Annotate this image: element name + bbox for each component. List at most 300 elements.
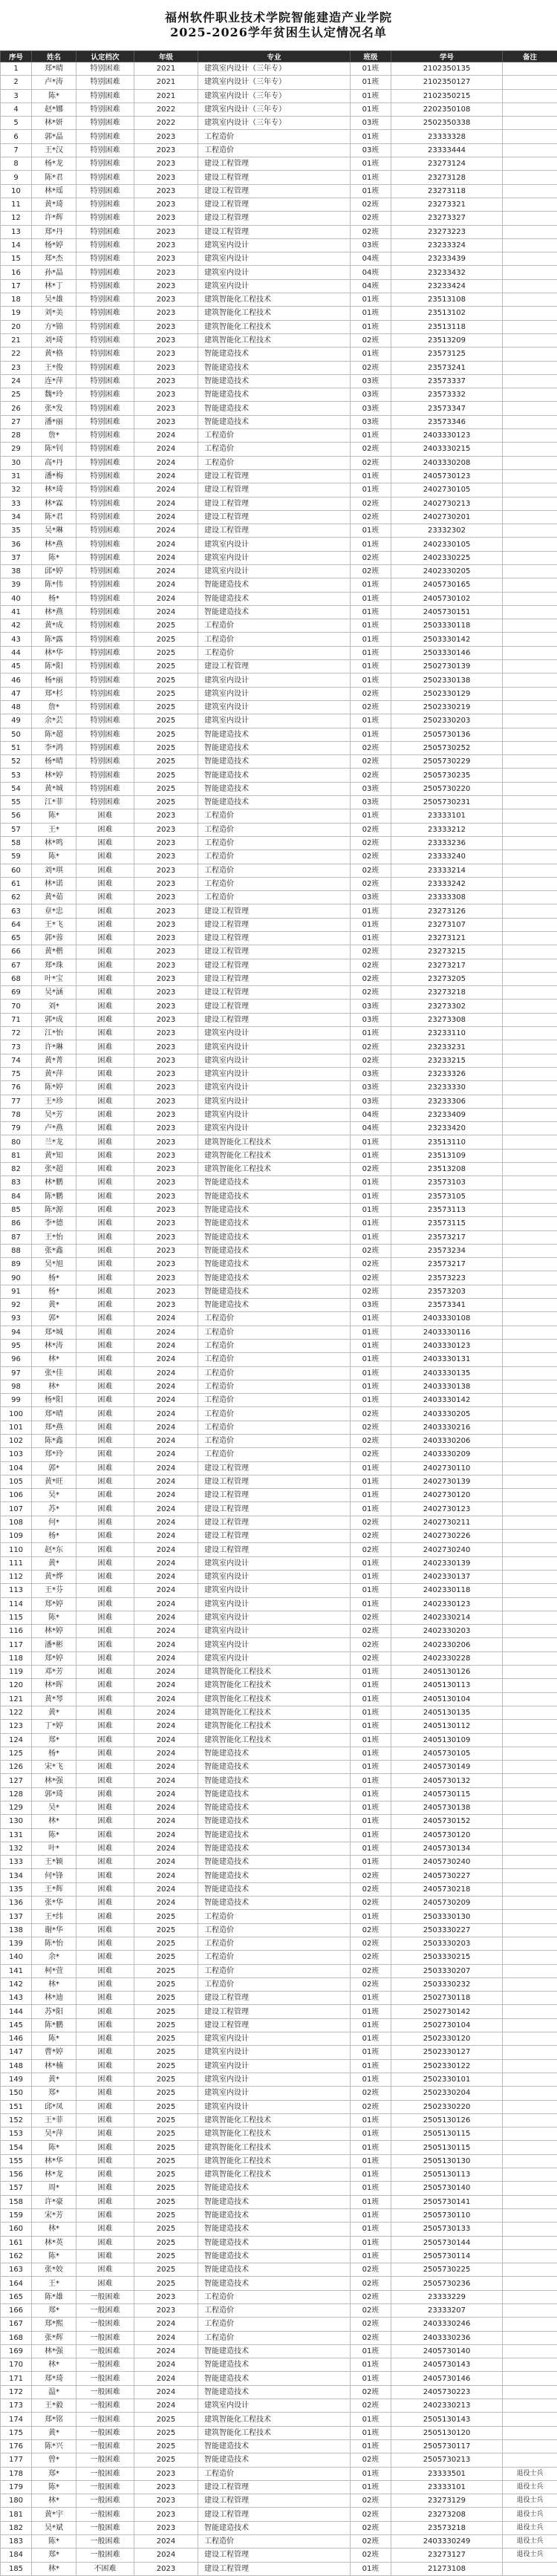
cell-index: 60 [1, 864, 32, 877]
cell-index: 99 [1, 1394, 32, 1407]
cell-major: 智能建造技术 [198, 1869, 351, 1882]
cell-student-id: 23573241 [391, 361, 503, 374]
cell-class: 01班 [351, 1394, 391, 1407]
cell-grade: 2024 [134, 2318, 198, 2331]
cell-grade: 2024 [134, 1448, 198, 1461]
cell-major: 智能建造技术 [198, 1828, 351, 1842]
cell-index: 159 [1, 2208, 32, 2222]
table-row [1, 2413, 557, 2426]
cell-index: 55 [1, 796, 32, 809]
cell-name: 李*德 [32, 1217, 76, 1230]
cell-major: 智能建造技术 [198, 2223, 351, 2236]
cell-grade: 2023 [134, 1000, 198, 1013]
cell-grade: 2024 [134, 592, 198, 605]
cell-grade: 2024 [134, 2549, 198, 2562]
cell-grade: 2023 [134, 1176, 198, 1190]
cell-class: 02班 [351, 986, 391, 1000]
table-row [1, 1203, 557, 1216]
cell-level: 特别困难 [76, 741, 134, 754]
cell-remark [503, 2358, 557, 2372]
cell-index: 11 [1, 198, 32, 211]
cell-remark [503, 1095, 557, 1108]
cell-index: 126 [1, 1761, 32, 1774]
cell-level: 特别困难 [76, 769, 134, 782]
cell-remark [503, 443, 557, 456]
cell-student-id: 2502730142 [391, 2005, 503, 2018]
cell-index: 12 [1, 212, 32, 225]
cell-name: 黄*琴 [32, 1692, 76, 1706]
cell-index: 68 [1, 972, 32, 985]
cell-remark [503, 2439, 557, 2453]
cell-name: 林*婷 [32, 1625, 76, 1638]
cell-major: 建设工程管理 [198, 171, 351, 184]
cell-name: 张*发 [32, 402, 76, 415]
cell-student-id: 23332302 [391, 524, 503, 538]
cell-name: 吴*雄 [32, 293, 76, 307]
cell-remark [503, 1543, 557, 1556]
cell-major: 智能建造技术 [198, 2195, 351, 2208]
cell-name: 黄* [32, 1706, 76, 1719]
cell-name: 林* [32, 2223, 76, 2236]
cell-name: 林*强 [32, 2344, 76, 2358]
cell-major: 建设工程管理 [198, 1461, 351, 1475]
table-row [1, 2521, 557, 2534]
cell-name: 潘*梅 [32, 469, 76, 483]
cell-student-id: 2505130143 [391, 2413, 503, 2426]
cell-index: 28 [1, 429, 32, 443]
cell-name: 林* [32, 1815, 76, 1828]
cell-class: 01班 [351, 2208, 391, 2222]
cell-level: 困难 [76, 1787, 134, 1801]
cell-class: 01班 [351, 646, 391, 659]
cell-class: 02班 [351, 836, 391, 850]
cell-level: 困难 [76, 1027, 134, 1040]
cell-major: 建筑室内设计 [198, 2399, 351, 2413]
cell-remark [503, 1489, 557, 1502]
cell-grade: 2025 [134, 2113, 198, 2127]
cell-major: 智能建造技术 [198, 388, 351, 402]
cell-index: 87 [1, 1230, 32, 1244]
cell-index: 174 [1, 2413, 32, 2426]
table-row [1, 2195, 557, 2208]
cell-name: 黄*成 [32, 619, 76, 633]
cell-name: 王*怡 [32, 1230, 76, 1244]
cell-major: 工程造价 [198, 1421, 351, 1434]
cell-major: 建筑室内设计 [198, 687, 351, 700]
cell-grade: 2023 [134, 1135, 198, 1149]
cell-level: 特别困难 [76, 633, 134, 646]
cell-name: 魏*玲 [32, 388, 76, 402]
cell-index: 25 [1, 388, 32, 402]
cell-level: 一般困难 [76, 2413, 134, 2426]
cell-remark [503, 1122, 557, 1135]
cell-name: 曾* [32, 2453, 76, 2467]
cell-level: 特别困难 [76, 619, 134, 633]
cell-major: 建筑智能化工程技术 [198, 2413, 351, 2426]
cell-remark [503, 1787, 557, 1801]
cell-class: 01班 [351, 538, 391, 551]
cell-student-id: 2503330232 [391, 1977, 503, 1991]
cell-remark [503, 646, 557, 659]
cell-index: 40 [1, 592, 32, 605]
cell-student-id: 2402330139 [391, 1556, 503, 1570]
table-row [1, 1706, 557, 1719]
cell-class: 02班 [351, 443, 391, 456]
cell-student-id: 23333444 [391, 143, 503, 157]
cell-level: 困难 [76, 1434, 134, 1447]
cell-major: 建设工程管理 [198, 972, 351, 985]
cell-index: 89 [1, 1258, 32, 1271]
cell-remark [503, 619, 557, 633]
cell-remark [503, 1000, 557, 1013]
cell-grade: 2025 [134, 2073, 198, 2086]
cell-class: 02班 [351, 2494, 391, 2508]
cell-level: 困难 [76, 1163, 134, 1176]
table-row [1, 238, 557, 252]
cell-level: 困难 [76, 1869, 134, 1882]
cell-name: 吴*芳 [32, 1108, 76, 1121]
cell-level: 困难 [76, 2277, 134, 2290]
cell-index: 47 [1, 687, 32, 700]
cell-level: 特别困难 [76, 564, 134, 578]
cell-level: 困难 [76, 1013, 134, 1026]
cell-grade: 2023 [134, 809, 198, 823]
cell-index: 57 [1, 823, 32, 836]
cell-class: 02班 [351, 1937, 391, 1950]
cell-grade: 2025 [134, 2263, 198, 2277]
cell-name: 陈*怡 [32, 1937, 76, 1950]
cell-student-id: 2405730149 [391, 1761, 503, 1774]
cell-grade: 2025 [134, 2277, 198, 2290]
cell-index: 106 [1, 1489, 32, 1502]
cell-major: 智能建造技术 [198, 2263, 351, 2277]
cell-index: 185 [1, 2562, 32, 2575]
cell-remark [503, 1638, 557, 1651]
cell-grade: 2024 [134, 443, 198, 456]
cell-name: 陈* [32, 2535, 76, 2549]
cell-name: 方*锦 [32, 320, 76, 333]
cell-remark [503, 1040, 557, 1054]
table-row [1, 1040, 557, 1054]
table-row [1, 1992, 557, 2005]
cell-name: 陈*露 [32, 633, 76, 646]
cell-remark [503, 1801, 557, 1815]
cell-name: 吴*斌 [32, 2521, 76, 2534]
cell-index: 14 [1, 238, 32, 252]
cell-name: 张*姣 [32, 2263, 76, 2277]
table-row [1, 1964, 557, 1977]
cell-remark [503, 469, 557, 483]
cell-name: 詹* [32, 429, 76, 443]
cell-major: 智能建造技术 [198, 415, 351, 428]
cell-major: 智能建造技术 [198, 361, 351, 374]
cell-name: 郑*燕 [32, 1421, 76, 1434]
table-row [1, 524, 557, 538]
cell-index: 151 [1, 2100, 32, 2113]
cell-major: 智能建造技术 [198, 348, 351, 361]
table-row [1, 1666, 557, 1679]
cell-remark [503, 1937, 557, 1950]
cell-grade: 2025 [134, 796, 198, 809]
cell-grade: 2024 [134, 1326, 198, 1339]
cell-student-id: 2405730218 [391, 1882, 503, 1896]
cell-grade: 2023 [134, 320, 198, 333]
cell-remark [503, 2385, 557, 2399]
cell-grade: 2023 [134, 945, 198, 959]
cell-student-id: 23333101 [391, 809, 503, 823]
cell-major: 工程造价 [198, 1312, 351, 1326]
cell-index: 156 [1, 2168, 32, 2182]
cell-name: 王*纬 [32, 1910, 76, 1923]
table-row [1, 1597, 557, 1611]
cell-remark [503, 2318, 557, 2331]
cell-major: 智能建造技术 [198, 1774, 351, 1787]
cell-major: 建筑室内设计 [198, 1625, 351, 1638]
cell-grade: 2023 [134, 1258, 198, 1271]
cell-grade: 2024 [134, 551, 198, 564]
table-row [1, 1733, 557, 1747]
table-row [1, 1312, 557, 1326]
cell-grade: 2023 [134, 1027, 198, 1040]
table-row [1, 592, 557, 605]
cell-class: 02班 [351, 1448, 391, 1461]
table-row [1, 1828, 557, 1842]
cell-major: 建设工程管理 [198, 198, 351, 211]
cell-remark [503, 2399, 557, 2413]
cell-class: 01班 [351, 157, 391, 171]
cell-index: 155 [1, 2154, 32, 2168]
cell-grade: 2023 [134, 2508, 198, 2521]
cell-index: 123 [1, 1720, 32, 1733]
cell-student-id: 2505130113 [391, 2168, 503, 2182]
cell-name: 林*婷 [32, 769, 76, 782]
table-row [1, 1869, 557, 1882]
cell-remark [503, 374, 557, 388]
cell-remark [503, 538, 557, 551]
cell-level: 困难 [76, 1964, 134, 1977]
cell-level: 困难 [76, 1556, 134, 1570]
cell-student-id: 23573218 [391, 2521, 503, 2534]
cell-remark [503, 1882, 557, 1896]
cell-index: 169 [1, 2344, 32, 2358]
cell-class: 03班 [351, 1067, 391, 1080]
cell-name: 王*毅 [32, 2399, 76, 2413]
cell-class: 02班 [351, 1625, 391, 1638]
cell-student-id: 23513118 [391, 320, 503, 333]
table-row [1, 402, 557, 415]
cell-student-id: 2405730209 [391, 1897, 503, 1910]
cell-student-id: 23513209 [391, 333, 503, 347]
cell-student-id: 23573332 [391, 388, 503, 402]
cell-level: 特别困难 [76, 143, 134, 157]
cell-student-id: 23573341 [391, 1299, 503, 1312]
cell-level: 特别困难 [76, 266, 134, 279]
cell-name: 邱*婷 [32, 564, 76, 578]
cell-name: 苏* [32, 1502, 76, 1516]
table-row [1, 1000, 557, 1013]
cell-remark [503, 1733, 557, 1747]
cell-remark [503, 348, 557, 361]
cell-name: 刘*琪 [32, 864, 76, 877]
cell-index: 27 [1, 415, 32, 428]
cell-major: 智能建造技术 [198, 374, 351, 388]
cell-student-id: 2405130104 [391, 1692, 503, 1706]
cell-level: 困难 [76, 1747, 134, 1760]
cell-name: 杨*阳 [32, 1394, 76, 1407]
col-header-major: 专业 [198, 51, 351, 62]
cell-major: 建筑室内设计 [198, 1651, 351, 1665]
table-row [1, 1095, 557, 1108]
cell-class: 02班 [351, 2385, 391, 2399]
cell-student-id: 2505730110 [391, 2208, 503, 2222]
cell-class: 02班 [351, 2100, 391, 2113]
cell-index: 148 [1, 2059, 32, 2073]
cell-class: 02班 [351, 2277, 391, 2290]
cell-level: 特别困难 [76, 646, 134, 659]
cell-class: 01班 [351, 2439, 391, 2453]
cell-level: 困难 [76, 1271, 134, 1285]
table-body [1, 62, 557, 2576]
cell-level: 特别困难 [76, 510, 134, 524]
table-row [1, 1625, 557, 1638]
cell-class: 02班 [351, 2549, 391, 2562]
cell-student-id: 23573234 [391, 1244, 503, 1257]
cell-class: 03班 [351, 891, 391, 904]
cell-name: 陈*阳 [32, 660, 76, 674]
cell-class: 04班 [351, 266, 391, 279]
cell-student-id: 23573125 [391, 348, 503, 361]
cell-student-id: 2505730114 [391, 2249, 503, 2263]
cell-grade: 2024 [134, 1475, 198, 1488]
cell-class: 02班 [351, 1163, 391, 1176]
cell-major: 建筑智能化工程技术 [198, 307, 351, 320]
cell-remark [503, 932, 557, 945]
col-header-level: 认定档次 [76, 51, 134, 62]
cell-major: 建筑室内设计 [198, 279, 351, 293]
cell-name: 叶*宝 [32, 972, 76, 985]
cell-class: 02班 [351, 1285, 391, 1298]
cell-index: 137 [1, 1910, 32, 1923]
cell-index: 163 [1, 2263, 32, 2277]
cell-student-id: 2102350127 [391, 76, 503, 89]
cell-level: 困难 [76, 2087, 134, 2100]
student-list-table [0, 50, 557, 2576]
table-row [1, 1489, 557, 1502]
cell-name: 兰*龙 [32, 1135, 76, 1149]
cell-class: 01班 [351, 1190, 391, 1203]
cell-class: 01班 [351, 1842, 391, 1855]
cell-student-id: 23333214 [391, 864, 503, 877]
cell-level: 困难 [76, 986, 134, 1000]
cell-grade: 2024 [134, 2331, 198, 2344]
cell-student-id: 2405730165 [391, 578, 503, 592]
table-row [1, 823, 557, 836]
cell-name: 郑*婷 [32, 1597, 76, 1611]
cell-index: 114 [1, 1597, 32, 1611]
cell-level: 困难 [76, 1258, 134, 1271]
cell-index: 144 [1, 2005, 32, 2018]
cell-major: 智能建造技术 [198, 2439, 351, 2453]
cell-student-id: 23273218 [391, 986, 503, 1000]
cell-major: 智能建造技术 [198, 1747, 351, 1760]
cell-index: 107 [1, 1502, 32, 1516]
cell-student-id: 2403330249 [391, 2535, 503, 2549]
cell-level: 一般困难 [76, 2290, 134, 2303]
cell-name: 王* [32, 823, 76, 836]
cell-student-id: 23233215 [391, 1054, 503, 1067]
cell-remark [503, 2331, 557, 2344]
cell-grade: 2025 [134, 674, 198, 687]
cell-level: 困难 [76, 904, 134, 918]
cell-class: 02班 [351, 1421, 391, 1434]
cell-class: 01班 [351, 1584, 391, 1597]
cell-class: 01班 [351, 1380, 391, 1393]
cell-class: 02班 [351, 1964, 391, 1977]
cell-level: 困难 [76, 1815, 134, 1828]
cell-major: 智能建造技术 [198, 1190, 351, 1203]
cell-index: 153 [1, 2127, 32, 2141]
cell-major: 工程造价 [198, 836, 351, 850]
cell-level: 困难 [76, 1597, 134, 1611]
cell-level: 特别困难 [76, 443, 134, 456]
table-row [1, 796, 557, 809]
cell-grade: 2023 [134, 402, 198, 415]
cell-class: 02班 [351, 687, 391, 700]
cell-remark [503, 1910, 557, 1923]
cell-grade: 2025 [134, 619, 198, 633]
cell-index: 4 [1, 102, 32, 116]
cell-level: 困难 [76, 2046, 134, 2059]
cell-name: 张*超 [32, 1163, 76, 1176]
cell-major: 建筑智能化工程技术 [198, 333, 351, 347]
cell-index: 95 [1, 1339, 32, 1352]
cell-index: 154 [1, 2141, 32, 2154]
cell-level: 困难 [76, 1244, 134, 1257]
cell-major: 建设工程管理 [198, 1000, 351, 1013]
cell-index: 79 [1, 1122, 32, 1135]
cell-grade: 2023 [134, 2467, 198, 2480]
cell-index: 8 [1, 157, 32, 171]
cell-grade: 2024 [134, 1774, 198, 1787]
cell-class: 01班 [351, 2182, 391, 2195]
cell-remark [503, 2249, 557, 2263]
cell-grade: 2023 [134, 361, 198, 374]
cell-major: 智能建造技术 [198, 1856, 351, 1869]
cell-remark [503, 497, 557, 510]
cell-remark [503, 388, 557, 402]
cell-name: 黄*楷 [32, 945, 76, 959]
cell-grade: 2023 [134, 836, 198, 850]
cell-index: 170 [1, 2358, 32, 2372]
cell-name: 刘* [32, 1000, 76, 1013]
cell-name: 郑*杉 [32, 687, 76, 700]
cell-name: 林*燕 [32, 605, 76, 619]
cell-grade: 2023 [134, 1013, 198, 1026]
cell-index: 19 [1, 307, 32, 320]
cell-student-id: 23333501 [391, 2467, 503, 2480]
cell-name: 郭*成 [32, 1013, 76, 1026]
table-row [1, 2073, 557, 2086]
cell-index: 34 [1, 510, 32, 524]
cell-major: 建设工程管理 [198, 918, 351, 931]
cell-remark [503, 1815, 557, 1828]
cell-class: 02班 [351, 1244, 391, 1257]
cell-class: 01班 [351, 619, 391, 633]
cell-index: 165 [1, 2290, 32, 2303]
cell-class: 01班 [351, 62, 391, 76]
cell-remark [503, 1502, 557, 1516]
cell-grade: 2025 [134, 2127, 198, 2141]
